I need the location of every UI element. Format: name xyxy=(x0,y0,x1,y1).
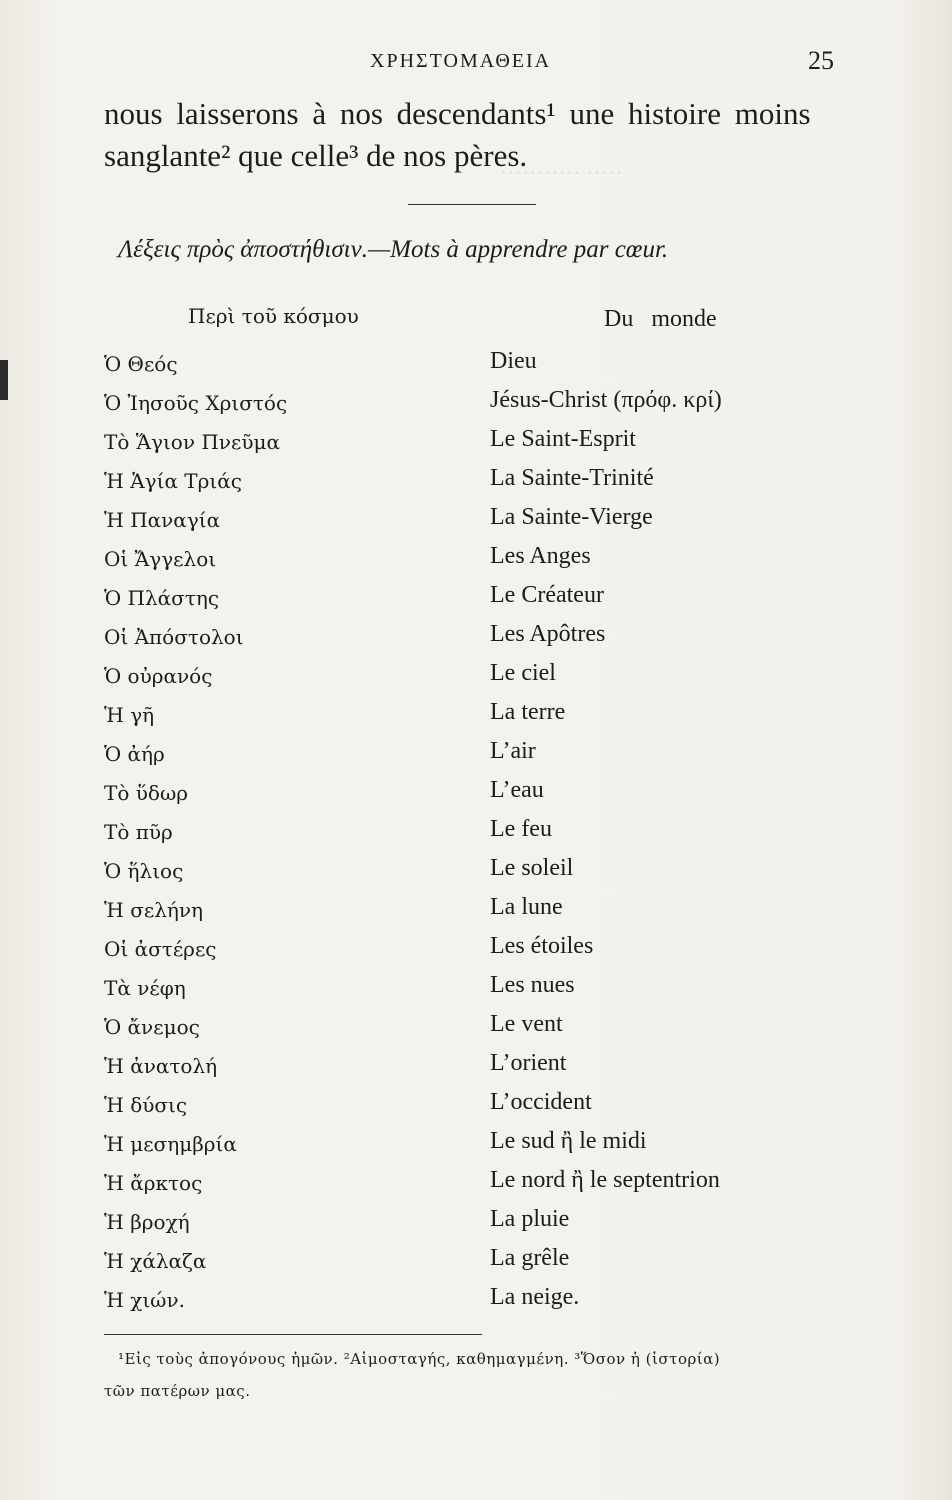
greek-term: Τὸ πῦρ xyxy=(104,820,173,844)
vocabulary-row xyxy=(104,543,864,582)
vocabulary-row xyxy=(104,972,864,1011)
greek-term: Ἡ ἄρκτος xyxy=(104,1171,203,1195)
running-header-title: ΧΡΗΣΤΟΜΑΘΕΙΑ xyxy=(370,50,552,72)
french-term: La Sainte-Trinité xyxy=(490,465,654,491)
french-term: L’eau xyxy=(490,777,544,803)
greek-term: Τὸ Ἅγιον Πνεῦμα xyxy=(104,430,280,454)
greek-term: Οἱ ἀστέρες xyxy=(104,937,217,961)
vocabulary-row xyxy=(104,816,864,855)
subheading-greek: Περὶ τοῦ κόσμου xyxy=(188,304,359,328)
vocabulary-row xyxy=(104,660,864,699)
french-term: L’air xyxy=(490,738,536,764)
greek-term: Οἱ Ἄγγελοι xyxy=(104,547,217,571)
greek-term: Τὰ νέφη xyxy=(104,976,186,1000)
french-term: Le feu xyxy=(490,816,552,842)
vocabulary-row xyxy=(104,1050,864,1089)
french-term: Les Apôtres xyxy=(490,621,606,647)
french-term: Le vent xyxy=(490,1011,563,1037)
vocabulary-row xyxy=(104,426,864,465)
greek-term: Ἡ χάλαζα xyxy=(104,1249,207,1273)
greek-term: Ὁ ἥλιος xyxy=(104,859,184,883)
greek-term: Ὁ Θεός xyxy=(104,352,178,376)
vocabulary-row xyxy=(104,348,864,387)
french-term: La grêle xyxy=(490,1245,570,1271)
greek-term: Ὁ Πλάστης xyxy=(104,586,220,610)
subheading-french: Du monde xyxy=(604,306,717,332)
vocabulary-row xyxy=(104,621,864,660)
paragraph-line-1: nous laisserons à nos descendants¹ une histoire moins xyxy=(104,96,811,131)
french-term: La neige. xyxy=(490,1284,580,1310)
greek-term: Ὁ ἀήρ xyxy=(104,742,165,766)
vocabulary-row xyxy=(104,777,864,816)
french-term: La lune xyxy=(490,894,563,920)
french-term: La terre xyxy=(490,699,566,725)
footnote-line-2: τῶν πατέρων μας. xyxy=(104,1382,251,1400)
vocabulary-row xyxy=(104,933,864,972)
paragraph-line-2: sanglante² que celle³ de nos pères. xyxy=(104,138,528,173)
greek-term: Ἡ σελήνη xyxy=(104,898,204,922)
greek-term: Τὸ ὕδωρ xyxy=(104,781,189,805)
french-term: Les Anges xyxy=(490,543,591,569)
greek-term: Ἡ Ἁγία Τριάς xyxy=(104,469,242,493)
page-number: 25 xyxy=(808,46,834,75)
footnote-line-1: ¹Εἰς τοὺς ἀπογόνους ἡμῶν. ²Αἱμοσταγής, καθημαγμένη. ³Ὅσον ἡ (ἱστορία) xyxy=(118,1350,721,1368)
vocabulary-row xyxy=(104,855,864,894)
vocabulary-row xyxy=(104,1011,864,1050)
greek-term: Ὁ οὐρανός xyxy=(104,664,213,688)
vocabulary-row xyxy=(104,1128,864,1167)
greek-term: Οἱ Ἀπόστολοι xyxy=(104,625,244,649)
french-term: Le soleil xyxy=(490,855,574,881)
greek-term: Ὁ Ἰησοῦς Χριστός xyxy=(104,391,288,415)
french-term: Jésus-Christ (πρόφ. κρί) xyxy=(490,387,722,413)
greek-term: Ἡ γῆ xyxy=(104,703,155,727)
page-edge-mark xyxy=(0,360,8,400)
greek-term: Ὁ ἄνεμος xyxy=(104,1015,200,1039)
french-term: Le Créateur xyxy=(490,582,604,608)
vocabulary-heading: Λέξεις πρὸς ἀποστήθισιν.—Mots à apprendre par cœur. xyxy=(118,236,669,263)
greek-term: Ἡ χιών. xyxy=(104,1288,185,1312)
vocabulary-row xyxy=(104,1284,864,1323)
vocabulary-row xyxy=(104,1089,864,1128)
french-term: Dieu xyxy=(490,348,537,374)
french-term: Le Saint-Esprit xyxy=(490,426,636,452)
vocabulary-row xyxy=(104,894,864,933)
greek-term: Ἡ ἀνατολή xyxy=(104,1054,218,1078)
french-term: L’orient xyxy=(490,1050,567,1076)
vocabulary-row xyxy=(104,738,864,777)
greek-term: Ἡ βροχή xyxy=(104,1210,190,1234)
section-divider xyxy=(408,204,536,205)
greek-term: Ἡ Παναγία xyxy=(104,508,221,532)
vocabulary-row xyxy=(104,1206,864,1245)
vocabulary-row xyxy=(104,699,864,738)
vocabulary-row xyxy=(104,504,864,543)
french-term: Les nues xyxy=(490,972,575,998)
vocabulary-row xyxy=(104,1245,864,1284)
vocabulary-row xyxy=(104,1167,864,1206)
vocabulary-row xyxy=(104,465,864,504)
vocabulary-row xyxy=(104,387,864,426)
footnote-divider xyxy=(104,1334,482,1335)
bleed-through-decoration: ··········· ····· xyxy=(500,160,623,185)
greek-term: Ἡ δύσις xyxy=(104,1093,188,1117)
french-term: Le ciel xyxy=(490,660,556,686)
french-term: L’occident xyxy=(490,1089,592,1115)
french-term: La Sainte-Vierge xyxy=(490,504,653,530)
greek-term: Ἡ μεσημβρία xyxy=(104,1132,237,1156)
french-term: Les étoiles xyxy=(490,933,594,959)
french-term: La pluie xyxy=(490,1206,570,1232)
vocabulary-list xyxy=(104,348,864,1323)
french-term: Le sud ἢ le midi xyxy=(490,1128,647,1154)
french-term: Le nord ἢ le septentrion xyxy=(490,1167,720,1193)
vocabulary-row xyxy=(104,582,864,621)
